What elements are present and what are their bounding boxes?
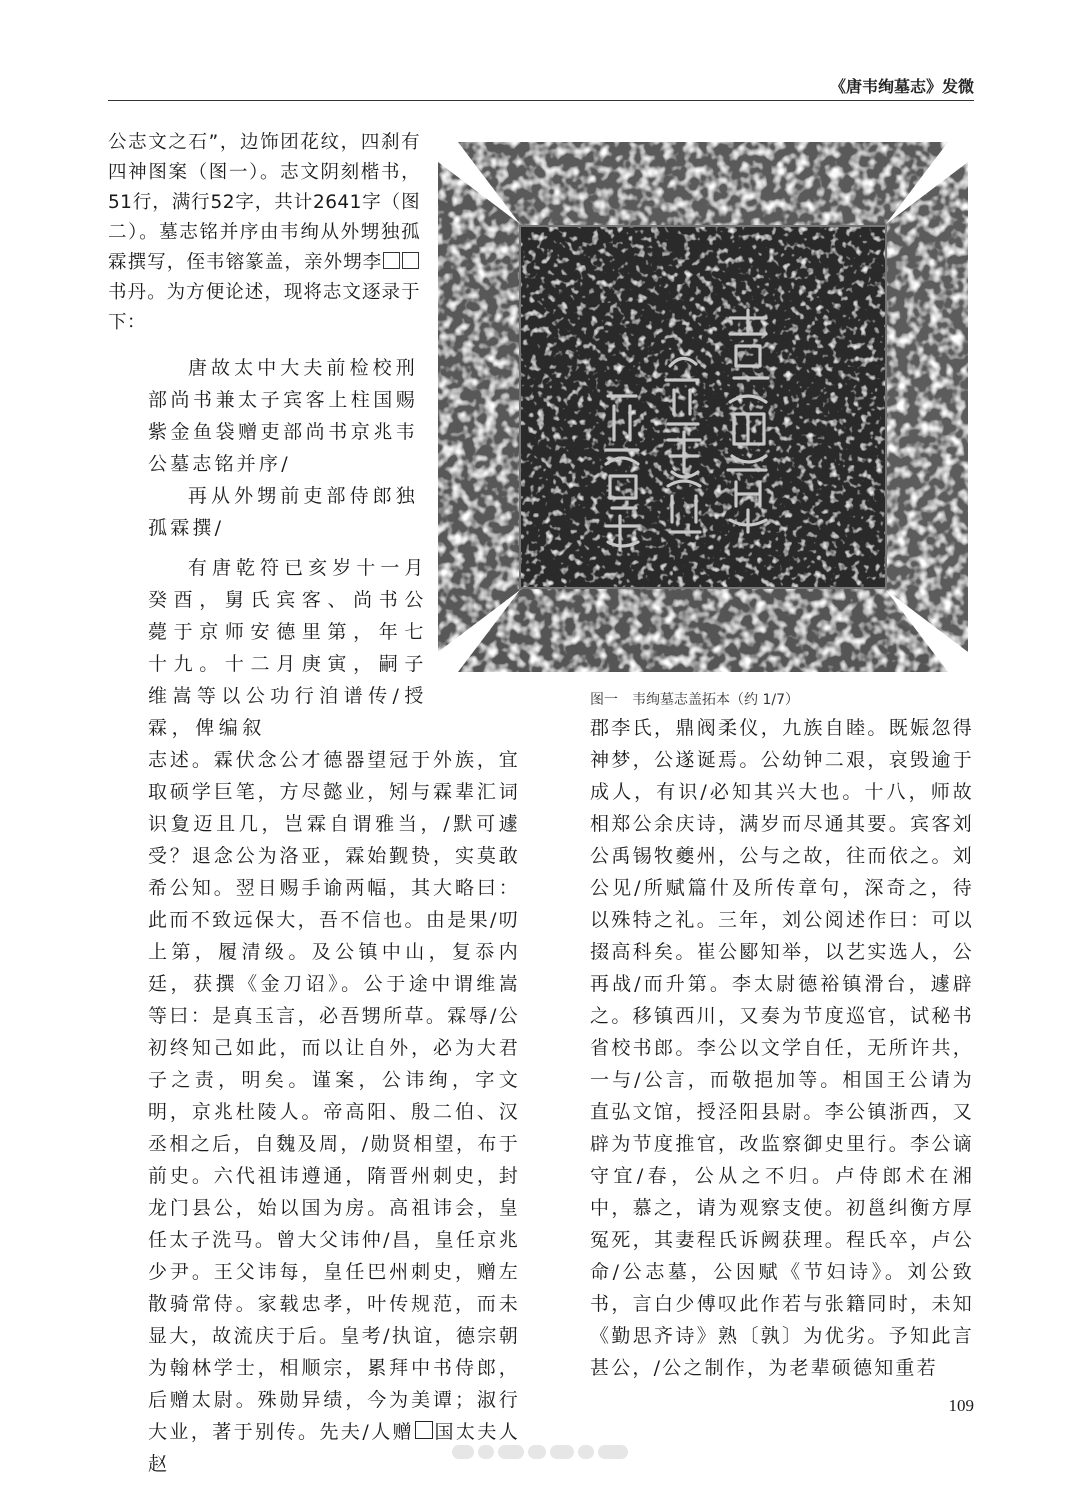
body-paragraph-top: 有唐乾符已亥岁十一月癸酉，舅氏宾客、尚书公薨于京师安德里第，年七十九。十二月庚寅，嗣子维嵩等以公功行洎谱传/授霖，俾编叙 [148, 557, 428, 739]
body-paragraph-left [148, 744, 520, 1480]
figure-caption-label: 图一 [590, 692, 618, 708]
body-text-left-a: 志述。霖伏念公才德器望冠于外族，宜取硕学巨笔，方尽懿业，矧与霖辈汇词识夐迈且几，岂霖自谓雅当，/默可遽受？退念公为洛亚，霖始觐贽，实莫敢希公知。翌日赐手谕两幅，其大略曰：此而不致远保大，吾不信也。由是果/叨上第，履清级。及公镇中山，复忝内廷，获撰《金刀诏》。公于途中谓维嵩等曰：是真玉言，必吾甥所草。霖辱/公初终知己如此，而以让自外，必为大君子之责，明矣。谨案，公讳绚，字文明，京兆杜陵人。帝高阳、殷二伯、汉丞相之后，自魏及周，/勋贤相望，布于前史。六代祖讳遵通，隋晋州刺史，封龙门县公，始以国为房。高祖讳会，皇任太子洗马。曾大父讳仲/昌，皇任京兆少尹。王父讳每，皇任巴州刺史，赠左散骑常侍。家载忠孝，叶传规范，而未显大，故流庆于后。皇考/执谊，德宗朝为翰林学士，相顺宗，累拜中书侍郎，后赠太尉。殊勋异绩，今为美谭；淑行大业，著于别传。先夫/人赠 [148, 749, 520, 1443]
intro-text-1: 公志文之石”，边饰团花纹，四刹有四神图案（图一）。志文阴刻楷书，51行，满行52字，共计2641字（图二）。墓志铭并序由韦绚从外甥独孤霖撰写，侄韦镕篆盖，亲外甥李 [108, 132, 420, 273]
epitaph-cover-rubbing [430, 119, 976, 680]
inscription-author: 再从外甥前吏部侍郎独孤霖撰/ [148, 485, 418, 539]
body-column-right [590, 712, 974, 1384]
running-title: 《唐韦绚墓志》发微 [829, 77, 974, 96]
body-column-left [148, 552, 520, 1480]
missing-char-box [402, 252, 419, 269]
inscription-title-block [148, 352, 418, 544]
page-number: 109 [948, 1396, 974, 1415]
intro-paragraph [108, 128, 420, 338]
body-paragraph-right: 郡李氏，鼎阀柔仪，九族自睦。既娠忽得神梦，公遂诞焉。公幼钟二艰，哀毁逾于成人，有识/必知其兴大也。十八，师故相郑公余庆诗，满岁而尽通其要。宾客刘公禹锡牧夔州，公与之故，往而依之。刘公见/所赋篇什及所传章句，深奇之，待以殊特之礼。三年，刘公阅述作曰：可以掇高科矣。崔公郾知举，以艺实选人，公再战/而升第。李太尉德裕镇滑台，遽辟之。移镇西川，又奏为节度巡官，试秘书省校书郎。李公以文学自任，无所许共，一与/公言，而敬挹加等。相国王公请为直弘文馆，授泾阳县尉。李公镇浙西，又辟为节度推官，改监察御史里行。李公谪守宜/春，公从之不归。卢侍郎术在湘中，慕之，请为观察支使。初邕纠衡方厚冤死，其妻程氏诉阙获理。程氏卒，卢公命/公志墓，公因赋《节妇诗》。刘公致书，言白少傅叹此作若与张籍同时，未知《勤思齐诗》熟〔孰〕为优劣。予知此言甚公，/公之制作，为老辈硕德知重若 [590, 717, 974, 1379]
missing-char-box [383, 252, 400, 269]
inscription-title: 唐故太中大夫前检校刑部尚书兼太子宾客上柱国赐紫金鱼袋赠吏部尚书京兆韦公墓志铭并序/ [148, 357, 418, 475]
seal-script-text: 唐赠吏部尚书京兆韦公墓志之铭 [430, 119, 655, 138]
footer-watermark-bars [452, 1444, 632, 1460]
figure-caption-text: 韦绚墓志盖拓本（约 1/7） [632, 692, 799, 708]
body-text-left-b: 国太夫人赵 [148, 1421, 520, 1475]
header-rule [108, 100, 974, 101]
figure-caption [590, 689, 830, 709]
missing-char-box [415, 1421, 433, 1439]
intro-text-2: 书丹。为方便论述，现将志文逐录于下： [108, 282, 420, 333]
